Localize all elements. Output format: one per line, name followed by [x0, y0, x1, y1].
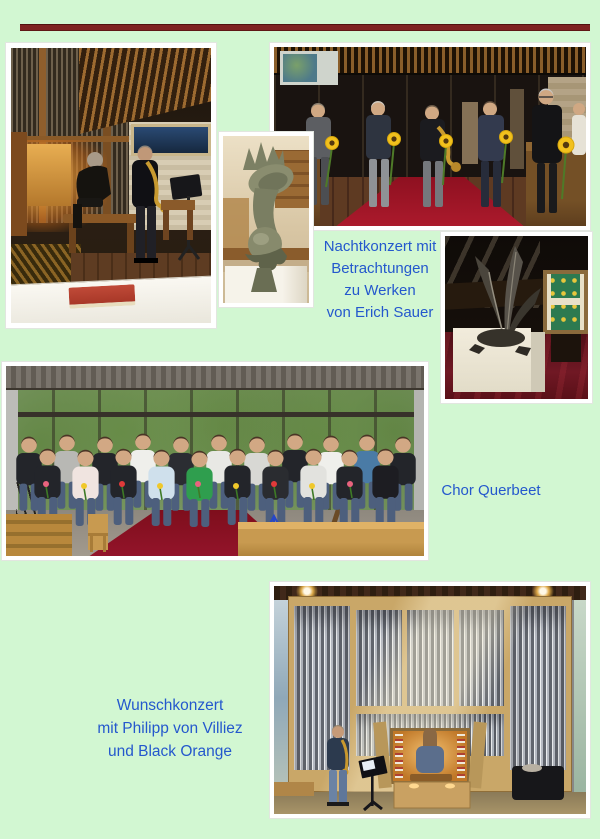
sunflower-scene: [274, 47, 586, 226]
photo-sculpture-flame: [441, 232, 592, 403]
bronze-sculpture: [223, 136, 309, 303]
flame-sculpture: [445, 236, 588, 399]
caption-nachtkonzert: [306, 236, 454, 324]
caption-line: Nachtkonzert mit: [323, 238, 437, 255]
photo-organ-duo: [6, 43, 216, 328]
flame-sculpture-scene: [445, 236, 588, 399]
caption-line: mit Philipp von Villiez: [97, 720, 243, 737]
top-divider-rule: [20, 24, 590, 31]
photo-sculpture-bronze: [219, 132, 313, 307]
organ-recital-scene: [274, 586, 586, 814]
caption-line: Wunschkonzert: [116, 697, 224, 714]
photo-musicians-sunflowers: [270, 43, 590, 230]
caption-line: zu Werken: [344, 282, 416, 299]
red-book: [68, 284, 135, 308]
caption-wunschkonzert: [68, 694, 272, 763]
caption-line: von Erich Sauer: [326, 304, 434, 321]
chair-legs: [90, 536, 106, 552]
organ-recital-figures: [274, 586, 586, 814]
choir-scene: [6, 366, 424, 556]
caption-chor-querbeet: [426, 480, 556, 502]
musician-figures: [274, 47, 586, 226]
photo-organ-recital: [270, 582, 590, 818]
photo-choir-group: [2, 362, 428, 560]
caption-line: Betrachtungen: [331, 260, 429, 277]
wood-pew-right: [238, 522, 424, 556]
wood-pew-left: [6, 514, 72, 556]
caption-line: und Black Orange: [107, 743, 233, 760]
organ-duo-scene: [11, 48, 211, 323]
bronze-sculpture-scene: [223, 136, 309, 303]
caption-line: Chor Querbeet: [441, 482, 541, 499]
